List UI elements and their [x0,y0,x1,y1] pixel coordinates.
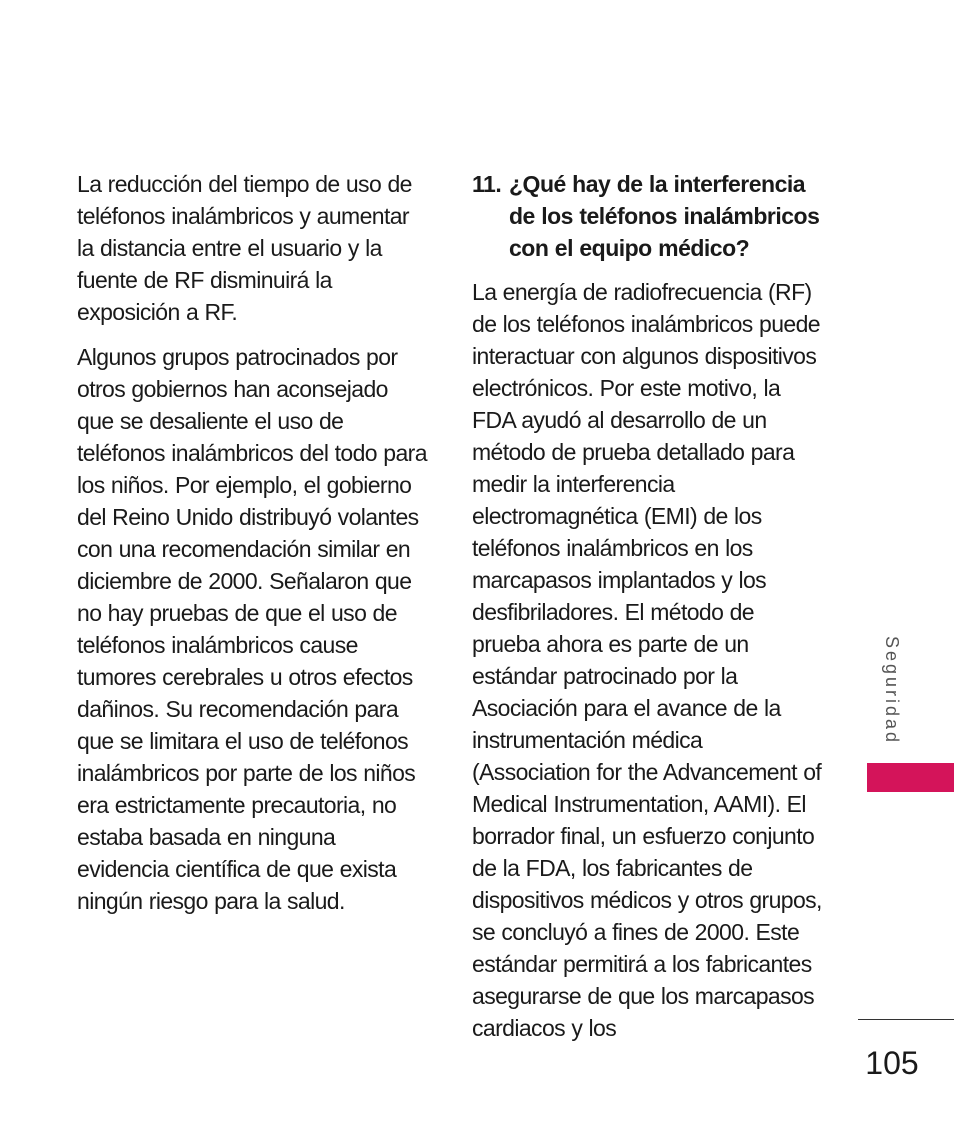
left-column [77,168,429,930]
right-column [472,168,824,1057]
right-paragraph: La energía de radiofrecuencia (RF) de los teléfonos inalámbricos puede interactuar con algunos dispositivos electrónicos. Por este motivo, la FDA ayudó al desarrollo de un método de prueba detallado para medir la interferencia electromagnética (EMI) de los teléfonos inalámbricos en los marcapasos implantados y los desfibriladores. El método de prueba ahora es parte de un estándar patrocinado por la Asociación para el avance de la instrumentación médica (Association for the Advancement of Medical Instrumentation, AAMI). El borrador final, un esfuerzo conjunto de la FDA, los fabricantes de dispositivos médicos y otros grupos, se concluyó a fines de 2000. Este estándar permitirá a los fabricantes asegurarse de que los marcapasos cardiacos y los [472,279,822,1041]
left-paragraph-2: Algunos grupos patrocinados por otros gobiernos han aconsejado que se desaliente el uso de teléfonos inalámbricos del todo para los niños. Por ejemplo, el gobierno del Reino Unido distribuyó volantes con una recomendación similar en diciembre de 2000. Señalaron que no hay pruebas de que el uso de teléfonos inalámbricos cause tumores cerebrales u otros efectos dañinos. Su recomendación para que se limitara el uso de teléfonos inalámbricos por parte de los niños era estrictamente precautoria, no estaba basada en ninguna evidencia científica de que exista ningún riesgo para la salud. [77,344,427,914]
section-tab-marker [867,763,954,792]
question-heading [472,168,824,264]
page-number: 105 [865,1045,919,1081]
left-paragraph-1: La reducción del tiempo de uso de teléfonos inalámbricos y aumentar la distancia entre el usuario y la fuente de RF disminuirá la exposición a RF. [77,171,412,325]
question-text: ¿Qué hay de la interferencia de los teléfonos inalámbricos con el equipo médico? [509,171,820,261]
section-label: Seguridad [882,636,902,746]
page-number-rule [858,1019,954,1020]
question-number: 11. [472,171,502,197]
